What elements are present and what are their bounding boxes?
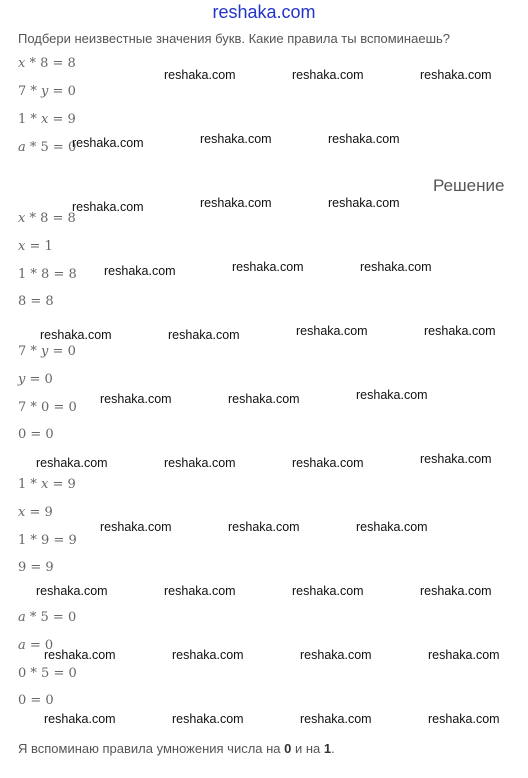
- watermark: reshaka.com: [104, 264, 176, 278]
- watermark: reshaka.com: [360, 260, 432, 274]
- equation-text: 8 = 8: [18, 294, 54, 309]
- watermark: reshaka.com: [172, 648, 244, 662]
- equation-text: = 9: [25, 505, 53, 520]
- solution-line: [18, 344, 76, 359]
- watermark: reshaka.com: [164, 584, 236, 598]
- equation-text: 0 * 5 = 0: [18, 666, 77, 681]
- watermark: reshaka.com: [428, 712, 500, 726]
- equation-text: = 1: [25, 239, 53, 254]
- equation-variable: y: [18, 372, 26, 387]
- equation-text: 1 *: [18, 477, 42, 492]
- equation-text: 1 * 9 = 9: [18, 533, 77, 548]
- watermark: reshaka.com: [36, 456, 108, 470]
- solution-line: [18, 211, 76, 226]
- equation-text: = 0: [25, 372, 53, 387]
- equation-text: * 8 = 8: [25, 56, 76, 71]
- watermark: reshaka.com: [228, 520, 300, 534]
- watermark: reshaka.com: [300, 712, 372, 726]
- solution-line: [18, 427, 54, 442]
- watermark: reshaka.com: [296, 324, 368, 338]
- equation-text: 1 *: [18, 112, 42, 127]
- equation-variable: a: [18, 140, 26, 155]
- solution-line: [18, 267, 77, 282]
- answer-text-end: .: [331, 741, 335, 756]
- watermark: reshaka.com: [200, 132, 272, 146]
- task-equation-line: [18, 112, 76, 127]
- answer-number-zero: 0: [284, 741, 292, 756]
- equation-text: = 9: [48, 112, 76, 127]
- watermark: reshaka.com: [424, 324, 496, 338]
- answer-number-one: 1: [323, 741, 332, 756]
- equation-text: 7 *: [18, 344, 42, 359]
- equation-text: 0 = 0: [18, 693, 54, 708]
- answer-text-main: Я вспоминаю правила умножения числа на: [18, 741, 285, 756]
- watermark: reshaka.com: [168, 328, 240, 342]
- watermark: reshaka.com: [40, 328, 112, 342]
- task-equation-line: [18, 140, 76, 155]
- watermark: reshaka.com: [172, 712, 244, 726]
- equation-text: 9 = 9: [18, 560, 54, 575]
- solution-line: [18, 560, 54, 575]
- equation-variable: x: [18, 56, 26, 71]
- task-equation-line: [18, 56, 76, 71]
- watermark: reshaka.com: [164, 68, 236, 82]
- solution-line: [18, 400, 77, 415]
- equation-text: 1 * 8 = 8: [18, 267, 77, 282]
- solution-line: [18, 610, 76, 625]
- solution-line: [18, 294, 54, 309]
- solution-line: [18, 505, 53, 520]
- solution-line: [18, 239, 53, 254]
- equation-variable: x: [18, 239, 26, 254]
- watermark: reshaka.com: [200, 196, 272, 210]
- watermark: reshaka.com: [100, 392, 172, 406]
- equation-variable: x: [18, 211, 26, 226]
- watermark: reshaka.com: [300, 648, 372, 662]
- watermark: reshaka.com: [292, 68, 364, 82]
- solution-line: [18, 372, 53, 387]
- watermark: reshaka.com: [44, 648, 116, 662]
- watermark: reshaka.com: [420, 68, 492, 82]
- watermark: reshaka.com: [356, 520, 428, 534]
- equation-variable: x: [41, 477, 49, 492]
- watermark: reshaka.com: [100, 520, 172, 534]
- watermark: reshaka.com: [356, 388, 428, 402]
- watermark: reshaka.com: [328, 196, 400, 210]
- equation-variable: a: [18, 638, 26, 653]
- equation-text: * 5 = 0: [25, 140, 77, 155]
- equation-variable: x: [18, 505, 26, 520]
- task-question: Подбери неизвестные значения букв. Какие правила ты вспоминаешь?: [18, 31, 451, 46]
- watermark: reshaka.com: [420, 584, 492, 598]
- watermark: reshaka.com: [328, 132, 400, 146]
- watermark: reshaka.com: [72, 136, 144, 150]
- watermark: reshaka.com: [292, 456, 364, 470]
- solution-heading: Решение: [433, 176, 505, 195]
- watermark: reshaka.com: [428, 648, 500, 662]
- watermark: reshaka.com: [232, 260, 304, 274]
- equation-variable: a: [18, 610, 26, 625]
- watermark: reshaka.com: [292, 584, 364, 598]
- equation-text: = 9: [48, 477, 76, 492]
- equation-variable: y: [41, 84, 49, 99]
- equation-variable: y: [41, 344, 49, 359]
- equation-text: * 8 = 8: [25, 211, 76, 226]
- solution-line: [18, 666, 77, 681]
- equation-text: 7 *: [18, 84, 42, 99]
- watermark: reshaka.com: [420, 452, 492, 466]
- equation-text: = 0: [48, 84, 76, 99]
- solution-line: [18, 693, 54, 708]
- task-equation-line: [18, 84, 76, 99]
- watermark: reshaka.com: [36, 584, 108, 598]
- solution-line: [18, 477, 76, 492]
- answer-text: [18, 741, 335, 756]
- watermark: reshaka.com: [228, 392, 300, 406]
- answer-text-mid: и на: [291, 741, 324, 756]
- site-header-logo[interactable]: reshaka.com: [212, 2, 316, 22]
- equation-text: 0 = 0: [18, 427, 54, 442]
- equation-text: = 0: [25, 638, 54, 653]
- equation-text: * 5 = 0: [25, 610, 77, 625]
- watermark: reshaka.com: [164, 456, 236, 470]
- watermark: reshaka.com: [72, 200, 144, 214]
- equation-text: 7 * 0 = 0: [18, 400, 77, 415]
- solution-line: [18, 533, 77, 548]
- equation-variable: x: [41, 112, 49, 127]
- equation-text: = 0: [48, 344, 76, 359]
- watermark: reshaka.com: [44, 712, 116, 726]
